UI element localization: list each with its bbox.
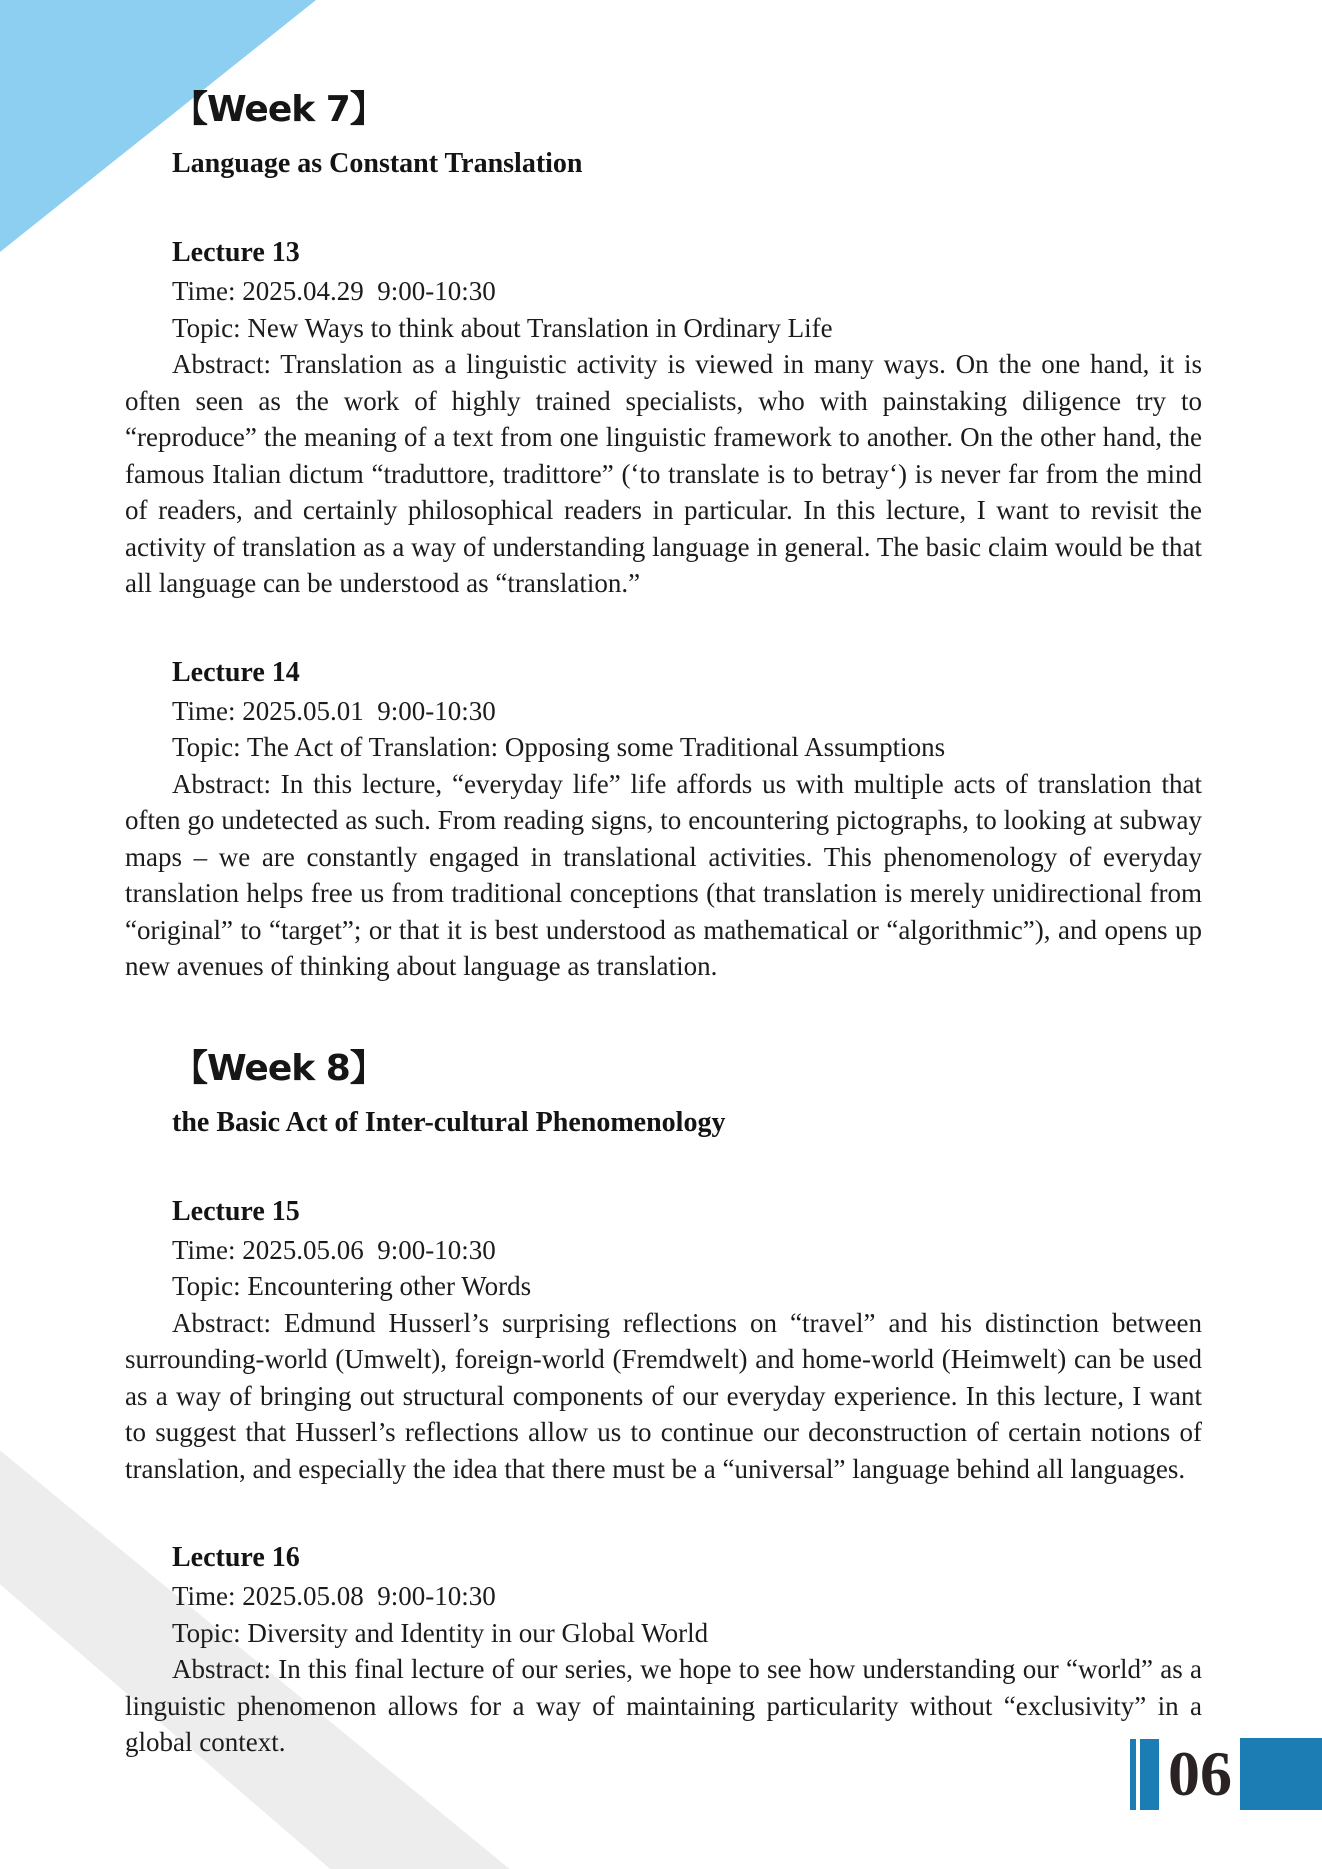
lecture-topic: Topic: Diversity and Identity in our Global World bbox=[172, 1617, 709, 1648]
week-title: 【Week 8】 bbox=[172, 1047, 385, 1089]
lecture-abstract: Abstract: Translation as a linguistic activity is viewed in many ways. On the one hand, it is often seen as the work of highly trained specialists, who with painstaking diligence try to “reproduce” the meaning of a text from one linguistic framework to another. On the other hand, the famous Italian dictum “traduttore, tradittore” (‘to translate is to betray‘) is never far from the mind of readers, and certainly philosophical readers in particular. In this lecture, I want to revisit the activity of translation as a way of understanding language in general. The basic claim would be that all language can be understood as “translation.” bbox=[125, 349, 1202, 599]
lecture-time: Time: 2025.05.08 9:00-10:30 bbox=[172, 1581, 496, 1612]
page-number-block bbox=[1130, 1738, 1322, 1810]
page-number-rectangle bbox=[1240, 1738, 1322, 1810]
page-number-thin-bar bbox=[1130, 1739, 1136, 1810]
lecture-time: Time: 2025.05.01 9:00-10:30 bbox=[172, 695, 496, 726]
lecture-title: Lecture 14 bbox=[172, 656, 300, 688]
lecture-14-block bbox=[125, 654, 1202, 985]
week-title: 【Week 7】 bbox=[172, 89, 385, 130]
week-subtitle: the Basic Act of Inter-cultural Phenomenology bbox=[172, 1106, 726, 1138]
lecture-title: Lecture 16 bbox=[172, 1542, 300, 1574]
lecture-topic: Topic: Encountering other Words bbox=[172, 1271, 532, 1302]
week-8-section bbox=[125, 1047, 1202, 1761]
lecture-time: Time: 2025.04.29 9:00-10:30 bbox=[172, 276, 496, 307]
lecture-15-block bbox=[125, 1193, 1202, 1488]
lecture-title: Lecture 15 bbox=[172, 1195, 300, 1227]
week-subtitle: Language as Constant Translation bbox=[172, 148, 583, 180]
page-number-wide-bar bbox=[1140, 1739, 1159, 1810]
lecture-abstract: Abstract: In this final lecture of our series, we hope to see how understanding our “world” as a linguistic phenomenon allows for a way of maintaining particularity without “exclusivity” in a global context. bbox=[125, 1654, 1202, 1758]
lecture-title: Lecture 13 bbox=[172, 237, 300, 269]
lecture-topic: Topic: New Ways to think about Translation in Ordinary Life bbox=[172, 312, 833, 343]
lecture-topic: Topic: The Act of Translation: Opposing some Traditional Assumptions bbox=[172, 732, 946, 763]
week-7-section bbox=[125, 88, 1202, 985]
lecture-13-block bbox=[125, 234, 1202, 602]
lecture-abstract: Abstract: Edmund Husserl’s surprising reflections on “travel” and his distinction between surrounding-world (Umwelt), foreign-world (Fremdwelt) and home-world (Heimwelt) can be used as a way of bringing out structural components of our everyday experience. In this lecture, I want to suggest that Husserl’s reflections allow us to continue our deconstruction of certain notions of translation, and especially the idea that there must be a “universal” language behind all languages. bbox=[125, 1307, 1202, 1484]
page-number: 06 bbox=[1168, 1738, 1232, 1809]
lecture-abstract: Abstract: In this lecture, “everyday life” life affords us with multiple acts of translation that often go undetected as such. From reading signs, to encountering pictographs, to looking at subway maps – we are constantly engaged in translational activities. This phenomenology of everyday translation helps free us from traditional conceptions (that translation is merely unidirectional from “original” to “target”; or that it is best understood as mathematical or “algorithmic”), and opens up new avenues of thinking about language as translation. bbox=[125, 768, 1202, 982]
lecture-16-block bbox=[125, 1539, 1202, 1761]
lecture-time: Time: 2025.05.06 9:00-10:30 bbox=[172, 1234, 496, 1265]
